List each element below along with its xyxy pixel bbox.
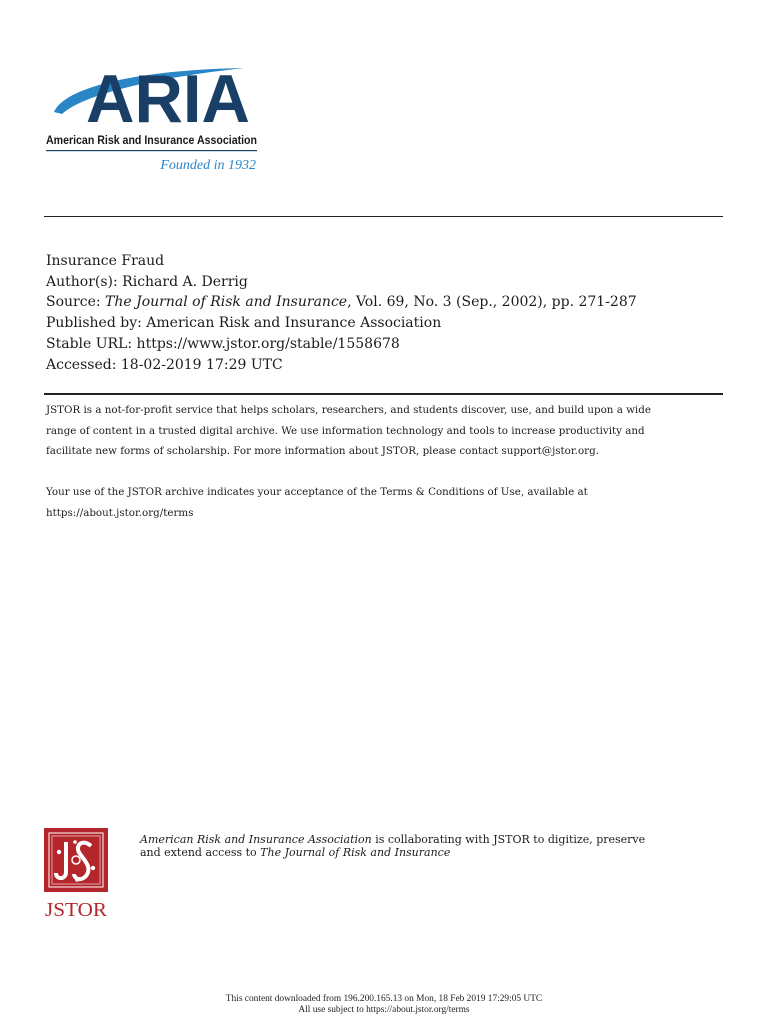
article-accessed: Accessed: 18-02-2019 17:29 UTC [46, 356, 283, 373]
jstor-terms: Your use of the JSTOR archive indicates your acceptance of the Terms & Conditions of Use, available at https://about.jstor.org/terms [46, 486, 588, 519]
aria-logo-graphic [44, 58, 264, 176]
aria-founded: Founded in 1932 [160, 158, 256, 173]
article-title: Insurance Fraud [46, 253, 165, 269]
stable-url-link[interactable]: https://www.jstor.org/stable/1558678 [136, 335, 400, 352]
aria-full-name: American Risk and Insurance Association [46, 133, 257, 147]
jstor-wordmark: JSTOR [45, 899, 108, 920]
footer-terms-line: All use subject to https://about.jstor.org/terms [298, 1005, 470, 1015]
middle-divider [44, 393, 723, 395]
collab-org: American Risk and Insurance Association [140, 833, 372, 846]
collab-journal: The Journal of Risk and Insurance [260, 846, 451, 859]
source-journal: The Journal of Risk and Insurance [105, 294, 348, 311]
terms-link[interactable]: https://about.jstor.org/terms [46, 506, 194, 519]
footer-download-line: This content downloaded from 196.200.165.13 on Mon, 18 Feb 2019 17:29:05 UTC [225, 994, 543, 1004]
article-publisher: Published by: American Risk and Insurance Association [46, 315, 442, 332]
download-footer [0, 994, 768, 1016]
article-source: Source: The Journal of Risk and Insurance, Vol. 69, No. 3 (Sep., 2002), pp. 271-287 [46, 294, 637, 311]
collaboration-statement: American Risk and Insurance Association is collaborating with JSTOR to digitize, preserve and extend access to The Journal of Risk and Insurance [140, 833, 646, 859]
top-divider [44, 216, 723, 217]
jstor-emblem [44, 828, 108, 892]
article-author: Author(s): Richard A. Derrig [46, 273, 248, 290]
aria-divider [46, 150, 257, 151]
jstor-logo-graphic [44, 828, 108, 920]
article-metadata [46, 251, 637, 375]
jstor-notice [46, 400, 726, 524]
article-stable-url: Stable URL: https://www.jstor.org/stable/1558678 [46, 335, 400, 352]
aria-logo [44, 58, 264, 176]
jstor-description: JSTOR is a not-for-profit service that helps scholars, researchers, and students discover, use, and build upon a wide range of content in a trusted digital archive. We use information technology and tools to increase productivity and facilitate new forms of scholarship. For more information about JSTOR, please contact support@jstor.org. [46, 404, 651, 458]
aria-acronym: ARIA [86, 61, 250, 137]
jstor-logo [44, 828, 108, 920]
